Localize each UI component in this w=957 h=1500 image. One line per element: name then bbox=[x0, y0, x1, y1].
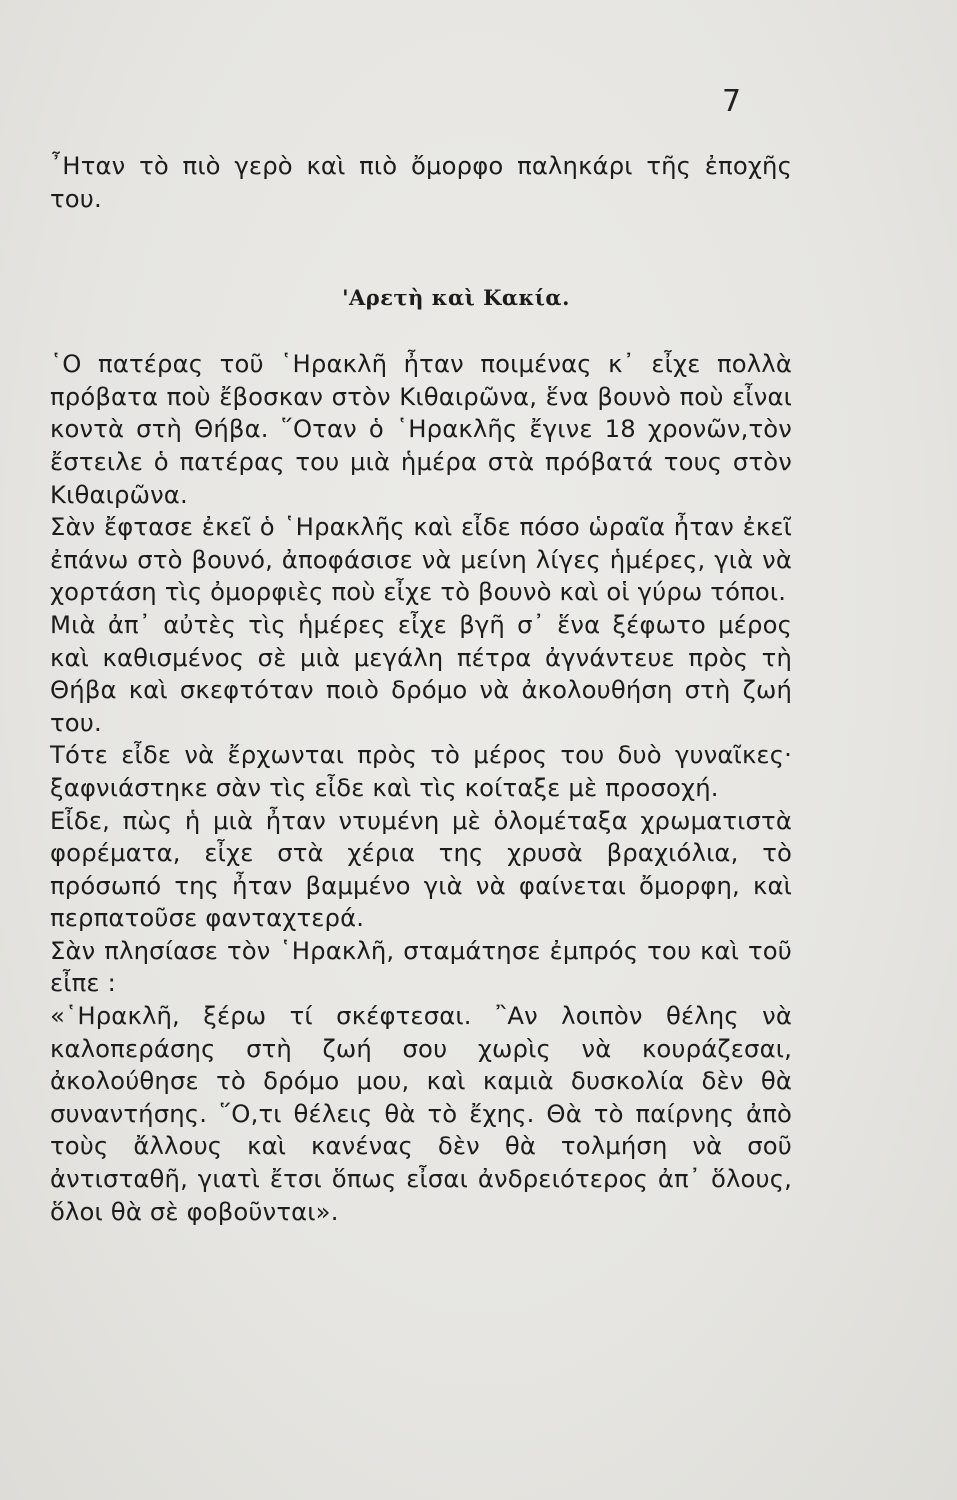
page-text bbox=[50, 150, 792, 1228]
paragraph-first-woman: Εἶδε, πὼς ἡ μιὰ ἦταν ντυμένη μὲ ὁλομέταξα χρωματιστὰ φορέματα, εἶχε στὰ χέρια της χρυσὰ βραχιόλια, τὸ πρόσωπό της ἦταν βαμμένο γιὰ νὰ φαίνεται ὄμορφη, καὶ περπατοῦσε φανταχτερά. bbox=[50, 805, 792, 933]
paragraph-speech: «῾Ηρακλῆ, ξέρω τί σκέφτεσαι. ῍Αν λοιπὸν θέλης νὰ καλοπεράσης στὴ ζωή σου χωρὶς νὰ κουράζεσαι, ἀκολούθησε τὸ δρόμο μου, καὶ καμιὰ δυσκολία δὲν θὰ συναντήσης. ῞Ο,τι θέλεις θὰ τὸ ἔχης. Θὰ τὸ παίρνης ἀπὸ τοὺς ἄλλους καὶ κανένας δὲν θὰ τολμήση νὰ σοῦ ἀντισταθῆ, γιατὶ ἔτσι ὅπως εἶσαι ἀνδρειότερος ἀπ᾽ ὅλους, ὅλοι θὰ σὲ φοβοῦνται». bbox=[50, 1001, 792, 1226]
paragraph-father: ῾Ο πατέρας τοῦ ῾Ηρακλῆ ἦταν ποιμένας κ᾽ εἶχε πολλὰ πρόβατα ποὺ ἔβοσκαν στὸν Κιθαιρῶνα, ἕνα βουνὸ ποὺ εἶναι κοντὰ στὴ Θήβα. ῞Οταν ὁ ῾Ηρακλῆς ἔγινε 18 χρονῶν,τὸν ἔστειλε ὁ πατέρας του μιὰ ἡμέρα στὰ πρόβατά τους στὸν Κιθαιρῶνα. bbox=[50, 349, 792, 509]
intro-paragraph: ῏Ηταν τὸ πιὸ γερὸ καὶ πιὸ ὄμορφο παληκάρι τῆς ἐποχῆς του. bbox=[50, 151, 792, 213]
paragraph-arrival: Σὰν ἔφτασε ἐκεῖ ὁ ῾Ηρακλῆς καὶ εἶδε πόσο ὡραῖα ἦταν ἐκεῖ ἐπάνω στὸ βουνό, ἀποφάσισε νὰ μείνη λίγες ἡμέρες, γιὰ νὰ χορτάση τὶς ὀμορφιὲς ποὺ εἶχε τὸ βουνὸ καὶ οἱ γύρω τόποι. bbox=[50, 512, 792, 607]
paragraph-two-women: Τότε εἶδε νὰ ἔρχωνται πρὸς τὸ μέρος του δυὸ γυναῖκες· ξαφνιάστηκε σὰν τὶς εἶδε καὶ τὶς κοίταξε μὲ προσοχή. bbox=[50, 740, 792, 802]
paragraph-approach: Σὰν πλησίασε τὸν ῾Ηρακλῆ, σταμάτησε ἐμπρός του καὶ τοῦ εἶπε : bbox=[50, 935, 792, 998]
paragraph-clearing: Μιὰ ἀπ᾽ αὐτὲς τὶς ἡμέρες εἶχε βγῆ σ᾽ ἕνα ξέφωτο μέρος καὶ καθισμένος σὲ μιὰ μεγάλη πέτρα ἀγνάντευε πρὸς τὴ Θήβα καὶ σκεφτόταν ποιὸ δρόμο νὰ ἀκολουθήση στὴ ζωή του. bbox=[50, 609, 792, 737]
section-heading: 'Αρετὴ καὶ Κακία. bbox=[342, 285, 570, 311]
page-number: 7 bbox=[722, 84, 742, 119]
